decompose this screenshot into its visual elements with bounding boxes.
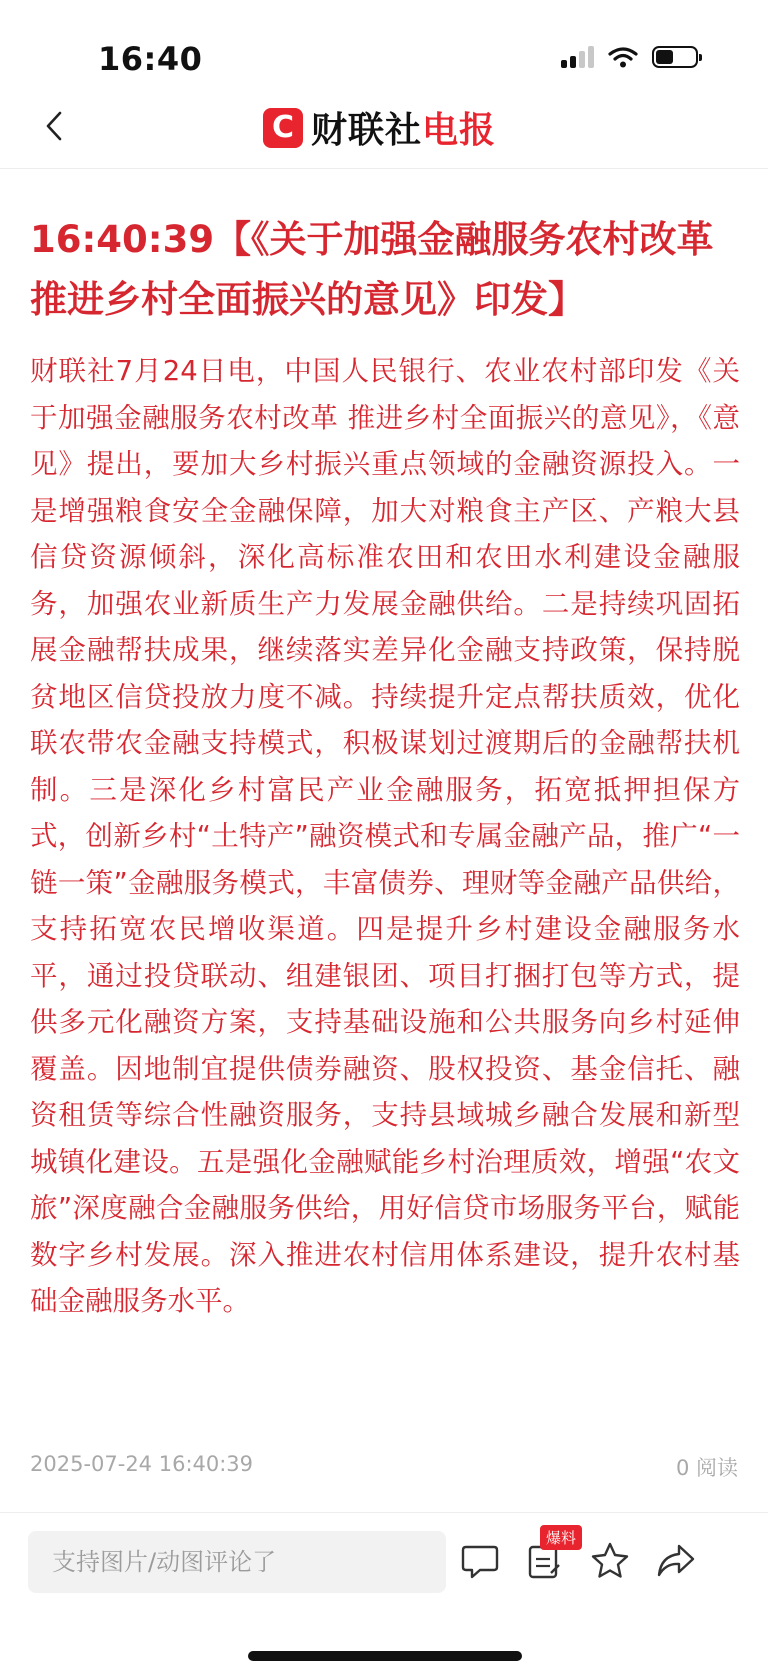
- comment-input[interactable]: [28, 1531, 446, 1593]
- nav-bar: [0, 90, 768, 169]
- status-time: 16:40: [98, 40, 203, 78]
- wifi-icon: [608, 46, 638, 68]
- cls-logo: [263, 102, 496, 153]
- battery-level: [656, 50, 673, 64]
- article-timestamp: 2025-07-24 16:40:39: [30, 1452, 254, 1476]
- back-button[interactable]: [34, 106, 74, 146]
- cellular-signal-icon: [561, 46, 594, 68]
- article-headline: 16:40:39【《关于加强金融服务农村改革推进乡村全面振兴的意见》印发】: [30, 218, 714, 321]
- comment-icon: [460, 1542, 500, 1580]
- article: [30, 210, 740, 1325]
- home-indicator: [248, 1651, 522, 1661]
- status-icons: [561, 46, 698, 68]
- star-icon: [590, 1541, 630, 1581]
- status-bar: [0, 0, 768, 90]
- bottom-action-bar: [0, 1512, 768, 1671]
- logo-sub: 电报: [422, 110, 497, 151]
- comment-button[interactable]: [458, 1539, 502, 1583]
- battery-icon: [652, 46, 698, 68]
- read-count: 0 阅读: [675, 1456, 738, 1480]
- article-meta: [30, 1452, 738, 1482]
- logo-badge-icon: C: [263, 108, 303, 148]
- logo-brand: 财联社: [311, 110, 423, 151]
- share-button[interactable]: [654, 1539, 698, 1583]
- baoliao-badge: 爆料: [540, 1525, 582, 1550]
- share-arrow-icon: [656, 1542, 696, 1580]
- chevron-left-icon: [44, 110, 64, 142]
- favorite-button[interactable]: [588, 1539, 632, 1583]
- logo-text: [311, 102, 496, 153]
- baoliao-button[interactable]: [522, 1529, 577, 1583]
- article-body: 财联社7月24日电，中国人民银行、农业农村部印发《关于加强金融服务农村改革 推进乡村全面振兴的意见》，《意见》提出，要加大乡村振兴重点领域的金融资源投入。一是增强粮食安全金融保障，加大对粮食主产区、产粮大县信贷资源倾斜，深化高标准农田和农田水利建设金融服务，加强农业新质生产力发展金融供给。二是持续巩固拓展金融帮扶成果，继续落实差异化金融支持政策，保持脱贫地区信贷投放力度不减。持续提升定点帮扶质效，优化联农带农金融支持模式，积极谋划过渡期后的金融帮扶机制。三是深化乡村富民产业金融服务，拓宽抵押担保方式，创新乡村“土特产”融资模式和专属金融产品，推广“一链一策”金融服务模式，丰富债券、理财等金融产品供给，支持拓宽农民增收渠道。四是提升乡村建设金融服务水平，通过投贷联动、组建银团、项目打捆打包等方式，提供多元化融资方案，支持基础设施和公共服务向乡村延伸覆盖。因地制宜提供债券融资、股权投资、基金信托、融资租赁等综合性融资服务，支持县域城乡融合发展和新型城镇化建设。五是强化金融赋能乡村治理质效，增强“农文旅”深度融合金融服务供给，用好信贷市场服务平台，赋能数字乡村发展。深入推进农村信用体系建设，提升农村基础金融服务水平。: [30, 355, 740, 1317]
